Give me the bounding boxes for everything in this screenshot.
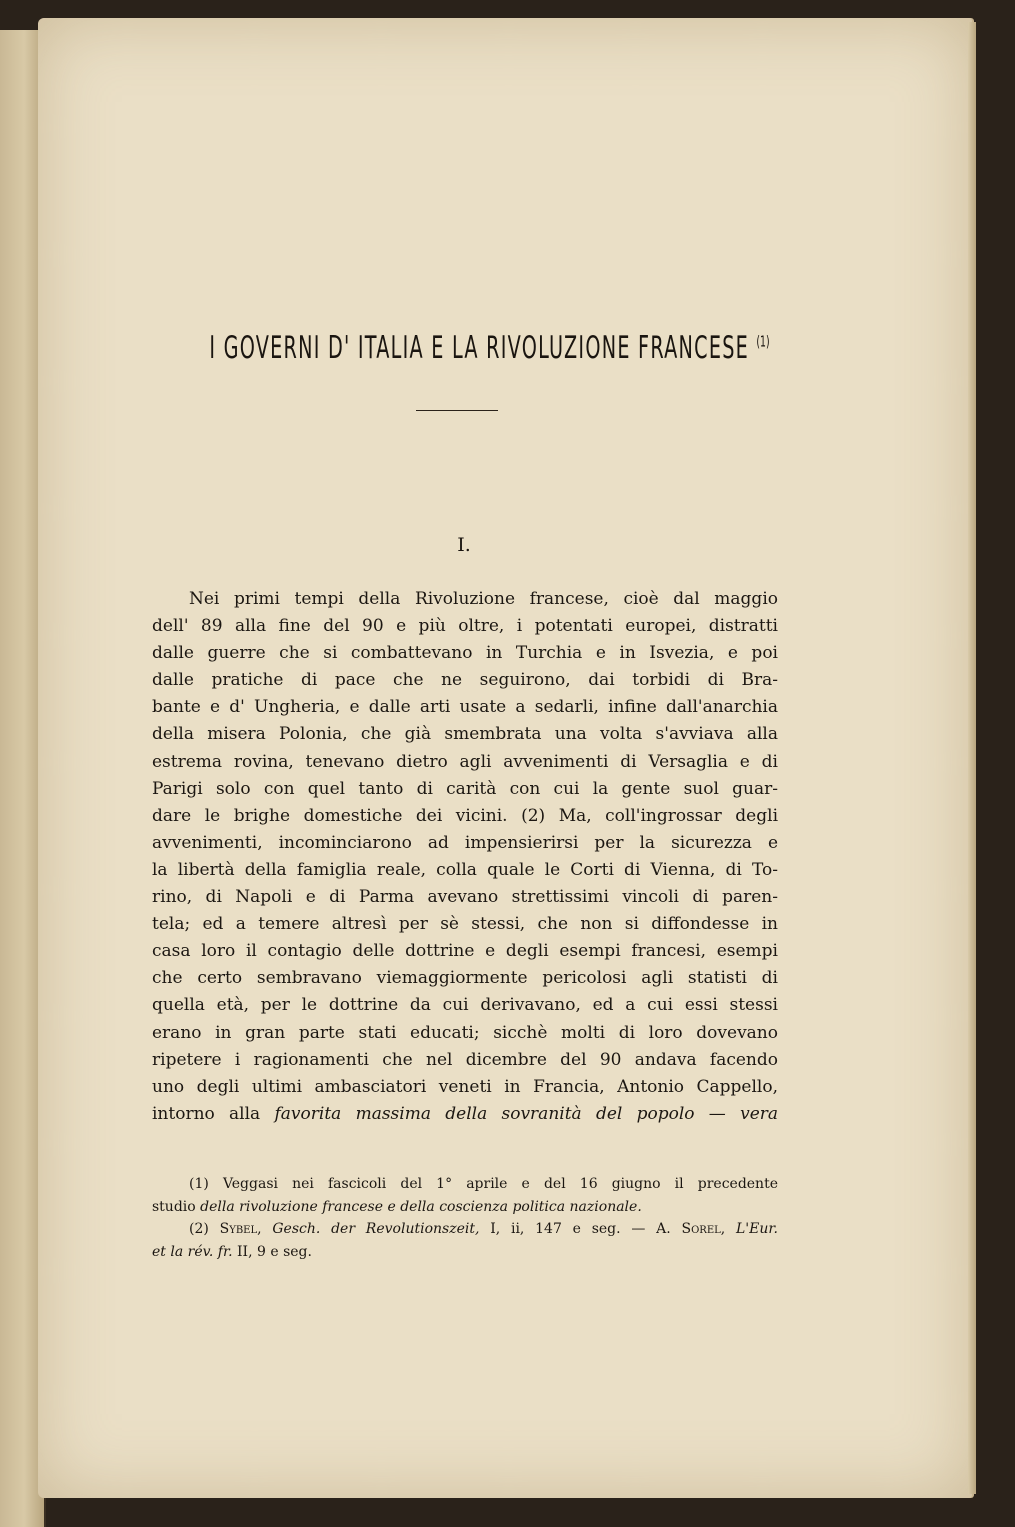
footnote-2 <box>152 1218 778 1241</box>
title-footnote-ref: (1) <box>756 332 770 351</box>
footnote-ref: II, 9 e seg. <box>237 1243 312 1260</box>
footnote-author: A. Sorel, <box>656 1221 726 1237</box>
text-line: dare le brighe domestiche dei vicini. (2) Ma, coll'ingrossar degli <box>152 805 778 826</box>
footnote-work: L'Eur. <box>736 1221 778 1237</box>
footnote-number: (2) <box>189 1221 209 1237</box>
text-line: ripetere i ragionamenti che nel dicembre del 90 andava facendo <box>152 1049 778 1070</box>
text-roman: intorno alla <box>152 1103 261 1124</box>
text-line: dalle guerre che si combattevano in Turchia e in Isvezia, e poi <box>152 643 778 664</box>
text-line: uno degli ultimi ambasciatori veneti in Francia, Antonio Cappello, <box>152 1076 778 1097</box>
text-line: che certo sembravano viemaggiormente pericolosi agli statisti di <box>152 968 778 989</box>
section-heading: I. <box>457 534 471 556</box>
footnote-1-cont <box>152 1196 778 1219</box>
footnote-author: Sybel, <box>219 1221 262 1237</box>
text-line: dell' 89 alla fine del 90 e più oltre, i potentati europei, distratti <box>152 616 778 637</box>
text-line: bante e d' Ungheria, e dalle arti usate a sedarli, infine dall'anarchia <box>152 697 778 718</box>
footnote-2-cont <box>152 1241 778 1264</box>
text-line: Nei primi tempi della Rivoluzione francese, cioè dal maggio <box>189 589 778 609</box>
footnote-text: studio <box>152 1198 196 1215</box>
text-italic: favorita massima della sovranità del popolo — vera <box>274 1103 779 1124</box>
text-line: la libertà della famiglia reale, colla quale le Corti di Vienna, di To- <box>152 859 778 880</box>
chapter-title <box>175 330 804 366</box>
title-divider <box>416 410 498 411</box>
footnote-ref: I, ii, 147 e seg. — <box>490 1221 646 1237</box>
text-line: rino, di Napoli e di Parma avevano strettissimi vincoli di paren- <box>152 887 778 908</box>
text-line: tela; ed a temere altresì per sè stessi, che non si diffondesse in <box>152 914 778 935</box>
text-line: della misera Polonia, che già smembrata una volta s'avviava alla <box>152 724 778 745</box>
text-line: quella età, per le dottrine da cui derivavano, ed a cui essi stessi <box>152 995 778 1016</box>
chapter-title-text: I GOVERNI D' ITALIA E LA RIVOLUZIONE FRANCESE <box>209 330 750 366</box>
text-line-last <box>152 1101 778 1128</box>
text-line: erano in gran parte stati educati; sicchè molti di loro dovevano <box>152 1022 778 1043</box>
footnote-work: Gesch. der Revolutionszeit, <box>272 1221 480 1237</box>
text-line: dalle pratiche di pace che ne seguirono, dai torbidi di Bra- <box>152 670 778 691</box>
footnote-italic: della rivoluzione francese e della coscienza politica nazionale. <box>200 1198 642 1215</box>
text-line: estrema rovina, tenevano dietro agli avvenimenti di Versaglia e di <box>152 751 778 772</box>
footnotes <box>152 1173 778 1263</box>
body-paragraph <box>152 586 778 1128</box>
footnote-work: et la rév. fr. <box>152 1243 233 1260</box>
page-stack-edge <box>968 22 976 1494</box>
text-line: Parigi solo con quel tanto di carità con cui la gente suol guar- <box>152 778 778 799</box>
text-line: casa loro il contagio delle dottrine e degli esempi francesi, esempi <box>152 941 778 962</box>
footnote-1: (1) Veggasi nei fascicoli del 1° aprile e del 16 giugno il precedente <box>189 1176 778 1192</box>
text-line: avvenimenti, incominciarono ad impensierirsi per la sicurezza e <box>152 832 778 853</box>
